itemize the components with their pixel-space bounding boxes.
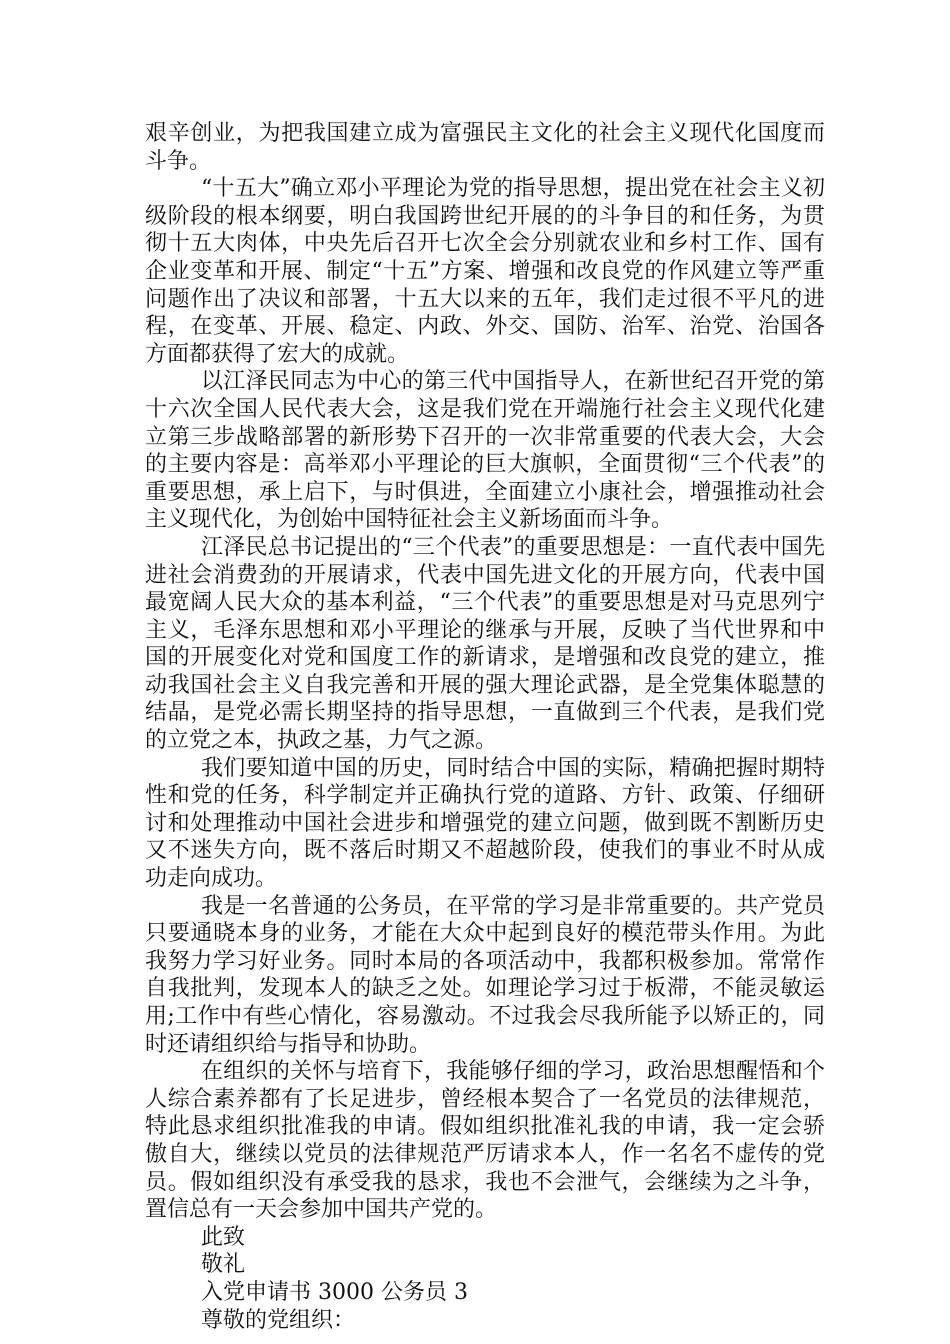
paragraph-history: 我们要知道中国的历史，同时结合中国的实际，精确把握时期特性和党的任务，科学制定并正确执行党的道路、方针、政策、仔细研讨和处理推动中国社会进步和增强党的建立问题，做到既不割断历史又不迷失方向，既不落后时期又不超越阶段，使我们的事业不时从成功走向成功。	[145, 755, 825, 892]
paragraph-sixteenth-congress: 以江泽民同志为中心的第三代中国指导人，在新世纪召开党的第十六次全国人民代表大会，这是我们党在开端施行社会主义现代化建立第三步战略部署的新形势下召开的一次非常重要的代表大会，大会的主要内容是：高举邓小平理论的巨大旗帜，全面贯彻“三个代表”的重要思想，承上启下，与时俱进，全面建立小康社会，增强推动社会主义现代化，为创始中国特征社会主义新场面而斗争。	[145, 369, 825, 533]
closing-salutation: 此致	[201, 1224, 246, 1250]
paragraph-fifteenth-congress: “十五大”确立邓小平理论为党的指导思想，提出党在社会主义初级阶段的根本纲要，明白我国跨世纪开展的的斗争目的和任务，为贯彻十五大肉体，中央先后召开七次全会分别就农业和乡村工作、国有企业变革和开展、制定“十五”方案、增强和改良党的作风建立等严重问题作出了决议和部署，十五大以来的五年，我们走过很不平凡的进程，在变革、开展、稳定、内政、外交、国防、治军、治党、治国各方面都获得了宏大的成就。	[145, 176, 825, 367]
next-document-title: 入党申请书 3000 公务员 3	[201, 1279, 468, 1305]
paragraph-self-assessment: 我是一名普通的公务员，在平常的学习是非常重要的。共产党员只要通晓本身的业务，才能在大众中起到良好的模范带头作用。为此我努力学习好业务。同时本局的各项活动中，我都积极参加。常常作自我批判，发现本人的缺乏之处。如理论学习过于板滞，不能灵敏运用;工作中有些心情化，容易激动。不过我会尽我所能予以矫正的，同时还请组织给与指导和协助。	[145, 893, 825, 1057]
document-page	[145, 120, 825, 1334]
paragraph-three-represents: 江泽民总书记提出的“三个代表”的重要思想是：一直代表中国先进社会消费劲的开展请求，代表中国先进文化的开展方向，代表中国最宽阔人民大众的基本利益，“三个代表”的重要思想是对马克思列宁主义，毛泽东思想和邓小平理论的继承与开展，反映了当代世界和中国的开展变化对党和国度工作的新请求，是增强和改良党的建立，推动我国社会主义自我完善和开展的强大理论武器，是全党集体聪慧的结晶，是党必需长期坚持的指导思想，一直做到三个代表，是我们党的立党之本，执政之基，力气之源。	[145, 534, 825, 754]
paragraph-request: 在组织的关怀与培育下，我能够仔细的学习，政治思想醒悟和个人综合素养都有了长足进步，曾经根本契合了一名党员的法律规范，特此恳求组织批准我的申请。假如组织批准礼我的申请，我一定会骄傲自大，继续以党员的法律规范严厉请求本人，作一名名不虚传的党员。假如组织没有承受我的恳求，我也不会泄气，会继续为之斗争，置信总有一天会参加中国共产党的。	[145, 1059, 825, 1223]
closing-regards: 敬礼	[201, 1252, 246, 1278]
paragraph-continuation: 艰辛创业，为把我国建立成为富强民主文化的社会主义现代化国度而斗争。	[145, 121, 825, 174]
next-document-greeting: 尊敬的党组织：	[201, 1307, 356, 1333]
